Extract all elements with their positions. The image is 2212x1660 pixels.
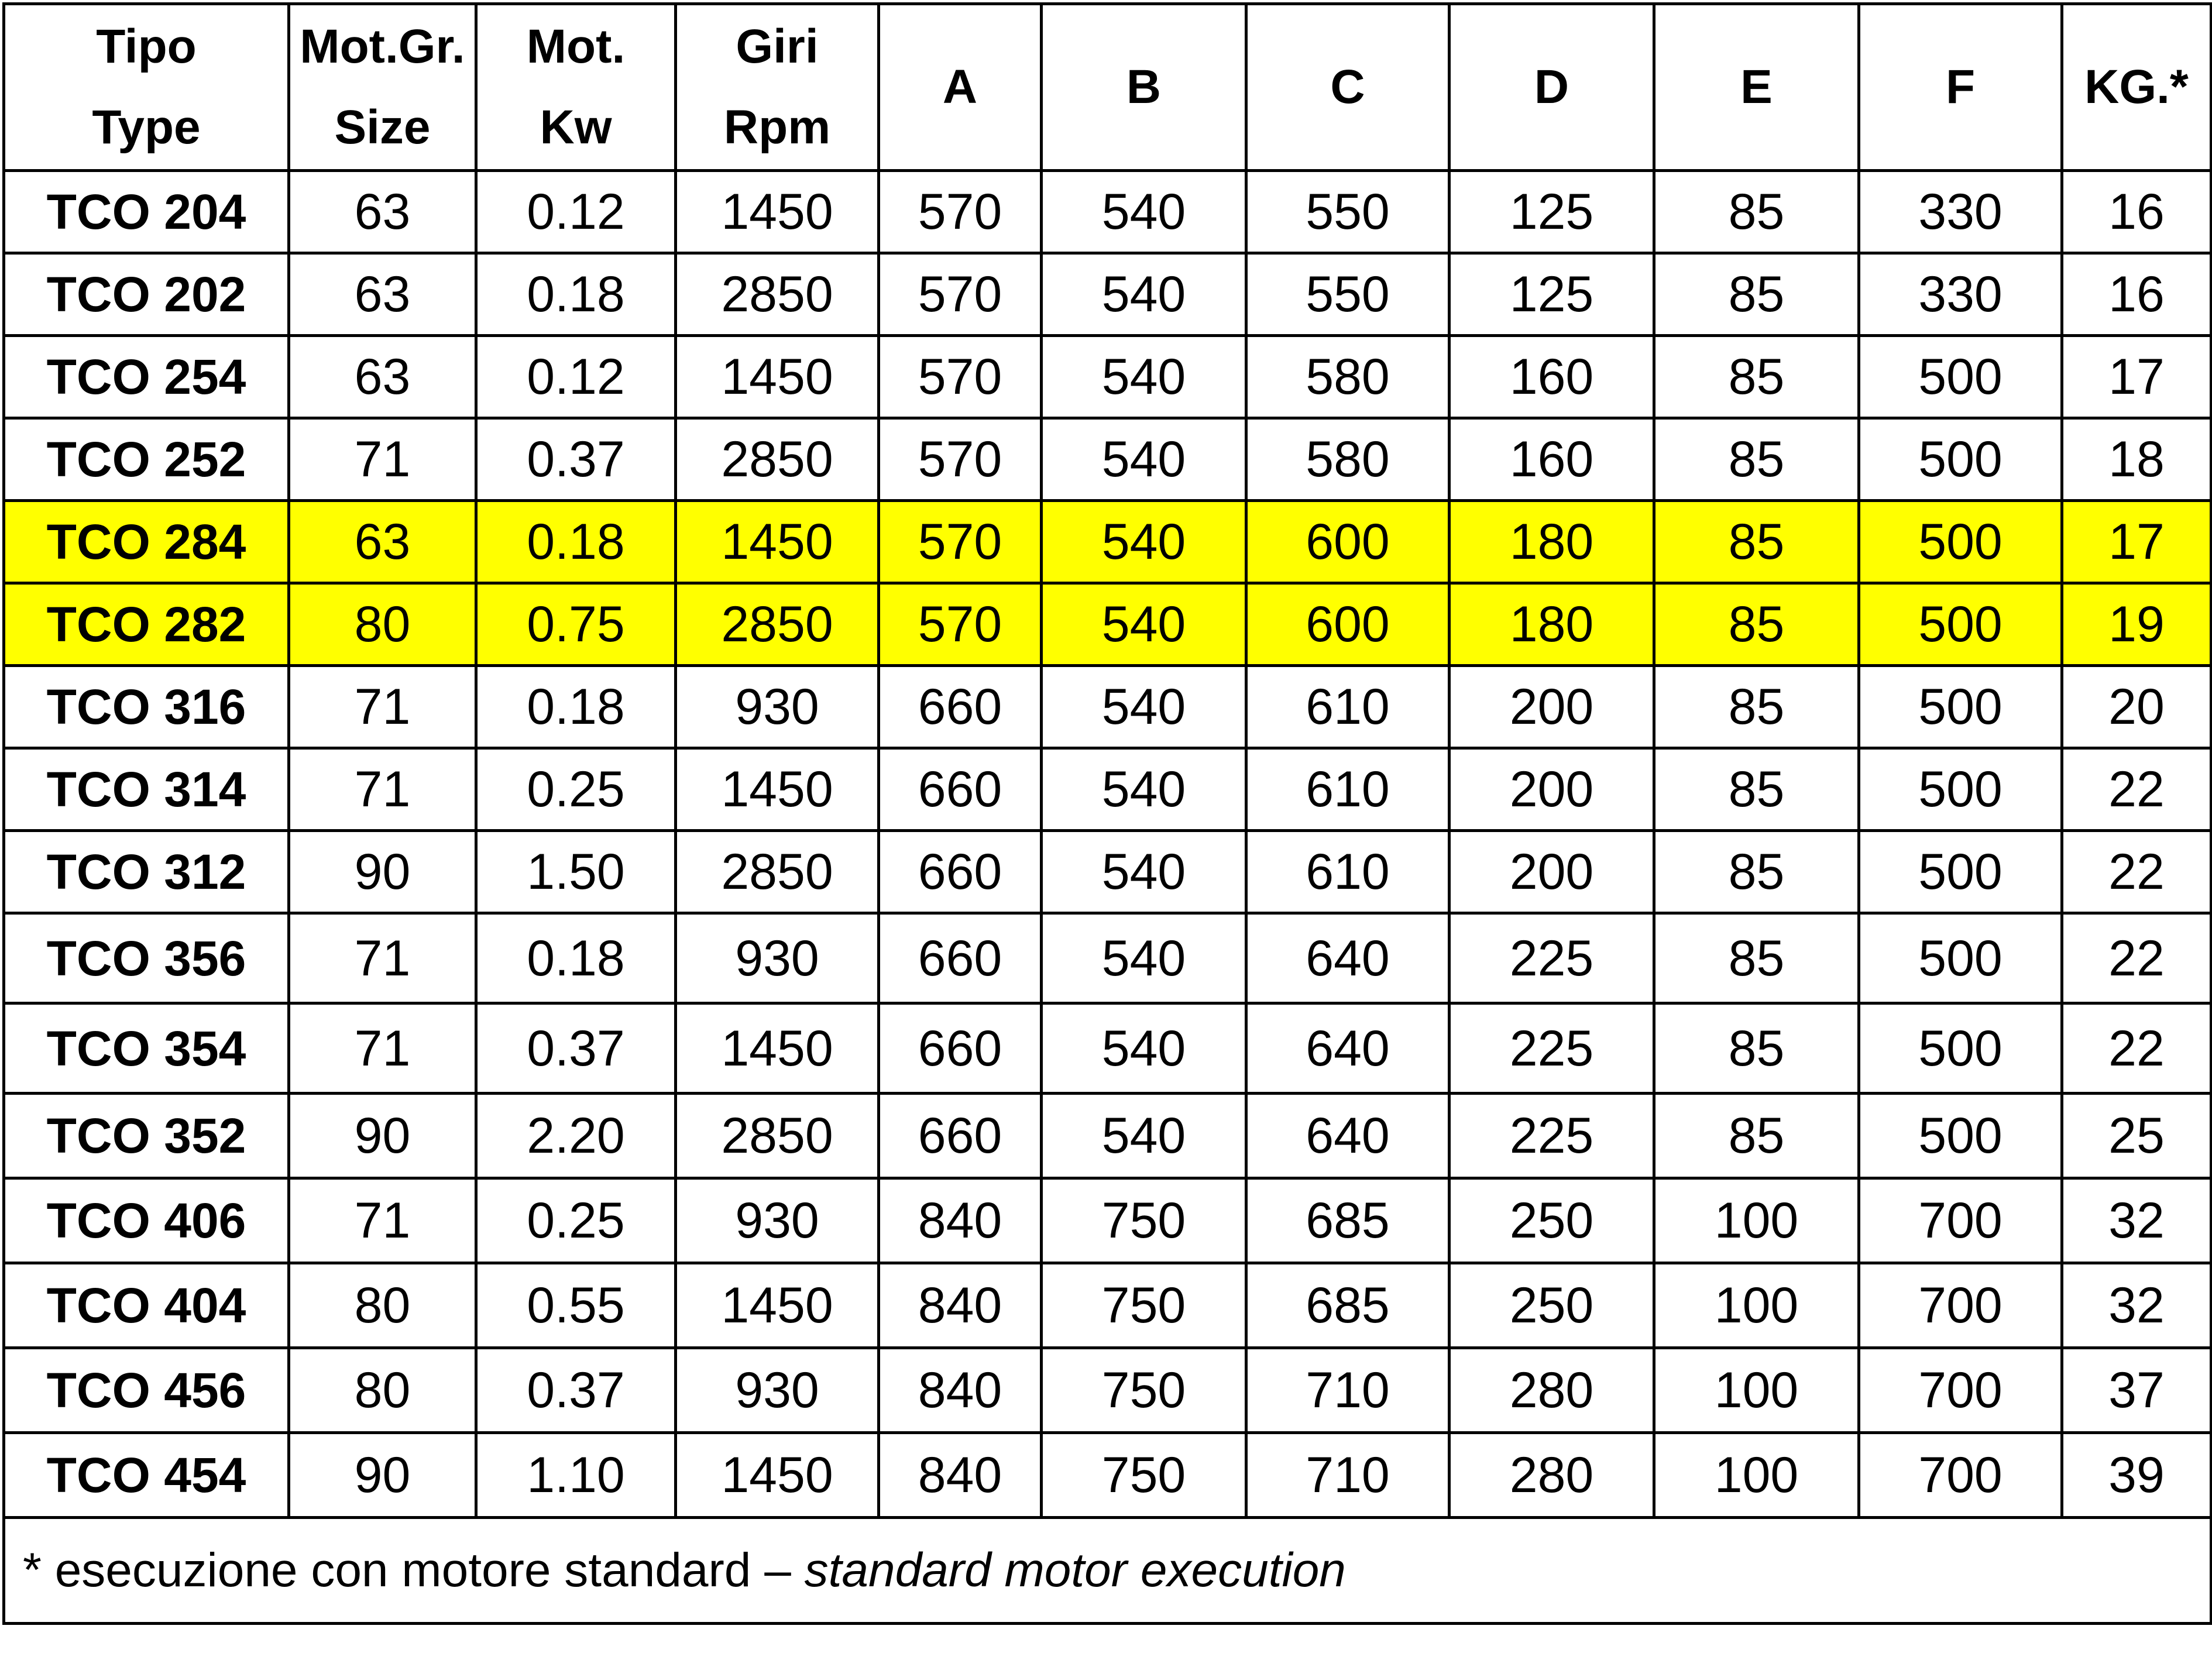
cell-f: 500 [1859,418,2062,501]
cell-a: 660 [879,748,1042,831]
header-motor-kw-en: Kw [540,101,612,154]
cell-f: 330 [1859,253,2062,336]
header-type-it: Tipo [96,20,197,73]
table-row [4,831,2211,913]
cell-type: TCO 404 [4,1263,289,1348]
cell-c: 610 [1246,748,1450,831]
cell-d: 280 [1450,1348,1654,1433]
cell-motor-kw: 0.55 [476,1263,676,1348]
cell-type: TCO 316 [4,666,289,748]
header-motor-size-en: Size [334,101,431,154]
table-row [4,1003,2211,1094]
cell-rpm: 1450 [676,748,879,831]
cell-kg: 37 [2062,1348,2211,1433]
cell-rpm: 1450 [676,1003,879,1094]
cell-motor-size: 63 [289,253,476,336]
table-row [4,1348,2211,1433]
cell-a: 570 [879,253,1042,336]
cell-kg: 19 [2062,583,2211,666]
cell-a: 660 [879,831,1042,913]
cell-motor-size: 71 [289,1003,476,1094]
cell-motor-size: 63 [289,171,476,253]
cell-motor-size: 63 [289,336,476,418]
header-a: A [879,4,1042,171]
table-row [4,666,2211,748]
cell-motor-size: 71 [289,748,476,831]
cell-d: 200 [1450,666,1654,748]
cell-d: 200 [1450,831,1654,913]
cell-motor-size: 80 [289,1348,476,1433]
cell-c: 610 [1246,831,1450,913]
table-row [4,1263,2211,1348]
cell-d: 160 [1450,336,1654,418]
cell-kg: 18 [2062,418,2211,501]
cell-rpm: 1450 [676,1263,879,1348]
cell-rpm: 930 [676,666,879,748]
cell-e: 100 [1654,1433,1859,1518]
cell-c: 685 [1246,1263,1450,1348]
cell-b: 540 [1042,501,1246,583]
footnote-text: * esecuzione con motore standard – [23,1544,805,1597]
cell-rpm: 930 [676,1348,879,1433]
cell-e: 100 [1654,1178,1859,1263]
table-row [4,171,2211,253]
cell-b: 540 [1042,913,1246,1003]
cell-b: 540 [1042,748,1246,831]
cell-f: 500 [1859,748,2062,831]
header-type [4,4,289,171]
cell-a: 840 [879,1348,1042,1433]
cell-e: 85 [1654,336,1859,418]
cell-c: 580 [1246,336,1450,418]
cell-f: 500 [1859,913,2062,1003]
cell-a: 660 [879,666,1042,748]
cell-e: 85 [1654,748,1859,831]
cell-rpm: 2850 [676,583,879,666]
cell-a: 840 [879,1178,1042,1263]
cell-b: 750 [1042,1433,1246,1518]
cell-rpm: 1450 [676,336,879,418]
cell-kg: 17 [2062,336,2211,418]
cell-kg: 32 [2062,1263,2211,1348]
cell-kg: 16 [2062,253,2211,336]
cell-f: 500 [1859,666,2062,748]
cell-kg: 20 [2062,666,2211,748]
cell-motor-kw: 0.18 [476,913,676,1003]
header-kg: KG.* [2062,4,2211,171]
cell-motor-size: 71 [289,666,476,748]
cell-rpm: 2850 [676,831,879,913]
cell-kg: 16 [2062,171,2211,253]
header-motor-size-it: Mot.Gr. [300,20,465,73]
cell-motor-size: 71 [289,913,476,1003]
cell-e: 85 [1654,666,1859,748]
cell-d: 225 [1450,913,1654,1003]
cell-kg: 39 [2062,1433,2211,1518]
cell-f: 700 [1859,1263,2062,1348]
cell-c: 640 [1246,913,1450,1003]
table-row [4,913,2211,1003]
cell-rpm: 1450 [676,501,879,583]
cell-d: 250 [1450,1263,1654,1348]
cell-type: TCO 204 [4,171,289,253]
cell-b: 750 [1042,1263,1246,1348]
cell-motor-size: 63 [289,501,476,583]
cell-f: 500 [1859,1003,2062,1094]
cell-c: 640 [1246,1094,1450,1178]
cell-type: TCO 202 [4,253,289,336]
cell-d: 125 [1450,253,1654,336]
cell-f: 500 [1859,1094,2062,1178]
cell-e: 100 [1654,1348,1859,1433]
cell-motor-kw: 2.20 [476,1094,676,1178]
cell-rpm: 930 [676,913,879,1003]
footnote [4,1518,2211,1624]
header-type-en: Type [92,101,201,154]
cell-motor-size: 90 [289,831,476,913]
cell-c: 550 [1246,253,1450,336]
cell-b: 540 [1042,336,1246,418]
cell-motor-kw: 0.12 [476,171,676,253]
cell-motor-size: 80 [289,1263,476,1348]
cell-type: TCO 354 [4,1003,289,1094]
cell-c: 685 [1246,1178,1450,1263]
table-row [4,1433,2211,1518]
cell-f: 500 [1859,501,2062,583]
cell-f: 700 [1859,1348,2062,1433]
cell-type: TCO 314 [4,748,289,831]
cell-kg: 22 [2062,1003,2211,1094]
cell-type: TCO 454 [4,1433,289,1518]
cell-rpm: 2850 [676,253,879,336]
cell-motor-size: 80 [289,583,476,666]
cell-a: 660 [879,1094,1042,1178]
cell-e: 85 [1654,831,1859,913]
cell-motor-kw: 1.10 [476,1433,676,1518]
cell-rpm: 2850 [676,418,879,501]
cell-e: 85 [1654,583,1859,666]
cell-a: 660 [879,913,1042,1003]
cell-d: 180 [1450,501,1654,583]
cell-d: 200 [1450,748,1654,831]
cell-c: 610 [1246,666,1450,748]
cell-type: TCO 282 [4,583,289,666]
cell-c: 640 [1246,1003,1450,1094]
cell-motor-kw: 0.37 [476,1003,676,1094]
cell-e: 85 [1654,501,1859,583]
cell-d: 180 [1450,583,1654,666]
cell-rpm: 1450 [676,1433,879,1518]
cell-b: 540 [1042,666,1246,748]
cell-f: 500 [1859,583,2062,666]
table-row [4,501,2211,583]
header-rpm-en: Rpm [723,101,831,154]
cell-e: 85 [1654,1094,1859,1178]
cell-type: TCO 252 [4,418,289,501]
cell-type: TCO 284 [4,501,289,583]
cell-motor-kw: 0.37 [476,418,676,501]
cell-type: TCO 406 [4,1178,289,1263]
cell-motor-size: 71 [289,1178,476,1263]
cell-a: 570 [879,583,1042,666]
cell-e: 85 [1654,171,1859,253]
cell-b: 750 [1042,1348,1246,1433]
cell-b: 540 [1042,418,1246,501]
cell-c: 710 [1246,1433,1450,1518]
cell-rpm: 2850 [676,1094,879,1178]
cell-b: 540 [1042,831,1246,913]
header-row [4,4,2211,171]
table-row [4,748,2211,831]
cell-motor-kw: 0.18 [476,253,676,336]
header-motor-size [289,4,476,171]
cell-e: 85 [1654,253,1859,336]
header-rpm-it: Giri [736,20,819,73]
cell-type: TCO 254 [4,336,289,418]
table-row [4,336,2211,418]
cell-c: 600 [1246,501,1450,583]
header-d: D [1450,4,1654,171]
cell-d: 125 [1450,171,1654,253]
cell-kg: 22 [2062,831,2211,913]
cell-d: 225 [1450,1094,1654,1178]
cell-b: 540 [1042,1003,1246,1094]
cell-c: 580 [1246,418,1450,501]
header-motor-kw-it: Mot. [526,20,626,73]
cell-a: 570 [879,171,1042,253]
cell-c: 600 [1246,583,1450,666]
cell-rpm: 930 [676,1178,879,1263]
table-row [4,1094,2211,1178]
cell-a: 660 [879,1003,1042,1094]
cell-f: 330 [1859,171,2062,253]
cell-motor-kw: 0.25 [476,1178,676,1263]
cell-f: 500 [1859,831,2062,913]
cell-d: 160 [1450,418,1654,501]
cell-c: 710 [1246,1348,1450,1433]
header-f: F [1859,4,2062,171]
cell-a: 570 [879,418,1042,501]
motor-spec-table [2,2,2212,1625]
table-row [4,1178,2211,1263]
cell-type: TCO 456 [4,1348,289,1433]
cell-b: 540 [1042,253,1246,336]
cell-a: 570 [879,501,1042,583]
cell-b: 540 [1042,1094,1246,1178]
cell-rpm: 1450 [676,171,879,253]
cell-d: 225 [1450,1003,1654,1094]
header-e: E [1654,4,1859,171]
header-c: C [1246,4,1450,171]
cell-kg: 22 [2062,748,2211,831]
footnote-row [4,1518,2211,1624]
cell-c: 550 [1246,171,1450,253]
cell-motor-kw: 0.12 [476,336,676,418]
cell-motor-kw: 0.37 [476,1348,676,1433]
cell-motor-kw: 0.18 [476,666,676,748]
cell-b: 540 [1042,583,1246,666]
table-row [4,583,2211,666]
cell-type: TCO 352 [4,1094,289,1178]
cell-f: 700 [1859,1178,2062,1263]
cell-motor-kw: 0.25 [476,748,676,831]
cell-a: 840 [879,1263,1042,1348]
cell-f: 700 [1859,1433,2062,1518]
cell-e: 100 [1654,1263,1859,1348]
cell-e: 85 [1654,913,1859,1003]
cell-kg: 17 [2062,501,2211,583]
cell-motor-size: 71 [289,418,476,501]
cell-type: TCO 312 [4,831,289,913]
cell-d: 250 [1450,1178,1654,1263]
header-motor-kw [476,4,676,171]
cell-a: 570 [879,336,1042,418]
cell-e: 85 [1654,1003,1859,1094]
cell-a: 840 [879,1433,1042,1518]
table-row [4,253,2211,336]
cell-kg: 25 [2062,1094,2211,1178]
cell-motor-kw: 0.18 [476,501,676,583]
cell-motor-kw: 0.75 [476,583,676,666]
table-body [4,171,2211,1518]
cell-b: 540 [1042,171,1246,253]
cell-f: 500 [1859,336,2062,418]
cell-type: TCO 356 [4,913,289,1003]
cell-kg: 32 [2062,1178,2211,1263]
footnote-italic: standard motor execution [804,1544,1346,1597]
cell-motor-kw: 1.50 [476,831,676,913]
table-row [4,418,2211,501]
cell-d: 280 [1450,1433,1654,1518]
cell-kg: 22 [2062,913,2211,1003]
header-b: B [1042,4,1246,171]
cell-e: 85 [1654,418,1859,501]
cell-b: 750 [1042,1178,1246,1263]
cell-motor-size: 90 [289,1094,476,1178]
header-rpm [676,4,879,171]
cell-motor-size: 90 [289,1433,476,1518]
